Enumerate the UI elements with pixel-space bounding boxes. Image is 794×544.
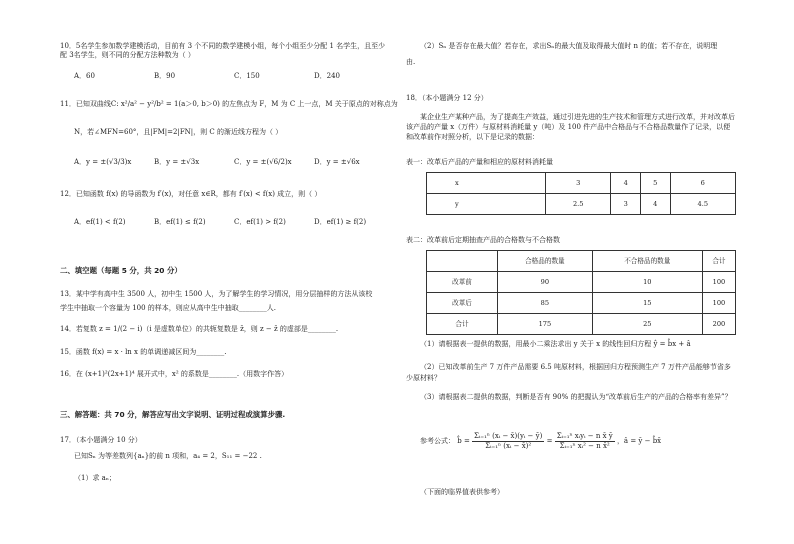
question-11-line2: N，若∠MFN=60°，且|FM|=2|FN|，则 C 的渐近线方程为（ ） xyxy=(74,128,283,136)
table-row xyxy=(427,314,736,335)
question-13-line2: 学生中抽取一个容量为 100 的样本，则应从高中生中抽取________人. xyxy=(60,304,277,312)
formula-equals: = xyxy=(546,436,553,445)
question-18-intro: 某企业生产某种产品，为了提高生产效益，通过引进先进的生产技术和管理方式进行改革，并对改革后该产品的产量 x（万件）与原材料消耗量 y（吨）及 100 件产品中合格品与不合格品数量作了记录，以便和改革前作对照分析，以下是记录的数据： xyxy=(406,113,735,142)
question-10: 10．5名学生参加数学建模活动，目前有 3 个不同的数学建模小组，每个小组至少分配 1 名学生，且至少配 3名学生，则不同的分配方法种数为（ ） xyxy=(60,42,386,59)
q11-option-b: B．y = ±√3x xyxy=(154,158,200,166)
table-row xyxy=(427,272,736,293)
q10-option-b: B．90 xyxy=(154,72,176,80)
question-17-head: 17．（本小题满分 10 分） xyxy=(60,436,142,444)
table-cell: 改革前 xyxy=(427,272,498,293)
q11-option-d: D．y = ±√6x xyxy=(314,158,360,166)
formula-fraction-1 xyxy=(472,432,544,451)
table-cell: 4.5 xyxy=(670,194,735,215)
q11-option-a: A．y = ±(√3/3)x xyxy=(74,158,132,166)
table-1 xyxy=(426,172,736,215)
table-cell: 2.5 xyxy=(546,194,611,215)
table-cell: y xyxy=(427,194,546,215)
table-2 xyxy=(426,250,736,335)
table-header-cell: 合计 xyxy=(702,251,735,272)
question-12: 12．已知函数 f(x) 的导函数为 f′(x)，对任意 x∈R，都有 f′(x) < f(x) 成立，则（ ） xyxy=(60,190,322,198)
table-cell: 175 xyxy=(498,314,593,335)
formula-fraction-2 xyxy=(555,432,615,451)
table-cell: 4 xyxy=(611,173,641,194)
table-cell: 90 xyxy=(498,272,593,293)
table1-row-x xyxy=(427,173,736,194)
table-cell: 6 xyxy=(670,173,735,194)
question-17-part2-line1: （2）Sₙ 是否存在最大值？若存在，求出Sₙ的最大值及取得最大值时 n 的值；若不存在，说明理 xyxy=(420,42,718,50)
table-cell: x xyxy=(427,173,546,194)
answer-section-heading: 三、解答题：共 70 分，解答应写出文字说明、证明过程或演算步骤. xyxy=(60,410,286,419)
table-cell: 200 xyxy=(702,314,735,335)
formula-numerator-2: Σᵢ₌₁ⁿ xᵢyᵢ − n x̄ ȳ xyxy=(556,432,613,440)
table1-row-y xyxy=(427,194,736,215)
table-cell: 3 xyxy=(611,194,641,215)
reference-formula xyxy=(420,432,661,451)
table-header-cell xyxy=(427,251,498,272)
table2-header-row xyxy=(427,251,736,272)
question-18-head: 18．（本小题满分 12 分） xyxy=(406,94,488,102)
question-14: 14．若复数 z = 1/(2 − i)（i 是虚数单位）的共轭复数是 z̄，则 z − z̄ 的虚部是________. xyxy=(60,325,339,333)
formula-label: 参考公式： xyxy=(420,436,455,445)
question-11-line1: 11．已知双曲线C: x²/a² − y²/b² = 1(a＞0, b＞0) 的左焦点为 F，M 为 C 上一点，M 关于原点的对称点为 xyxy=(60,100,398,108)
formula-numerator-1: Σᵢ₌₁ⁿ (xᵢ − x̄)(yᵢ − ȳ) xyxy=(474,432,543,440)
table-cell: 改革后 xyxy=(427,293,498,314)
table-cell: 10 xyxy=(592,272,702,293)
table1-caption: 表一：改革后产品的产量和相应的原材料消耗量 xyxy=(406,158,553,166)
question-16: 16．在 (x+1)²(2x+1)⁴ 展开式中，x² 的系数是________.（用数字作答） xyxy=(60,370,289,378)
table-cell: 25 xyxy=(592,314,702,335)
question-17-part2-line2: 由. xyxy=(406,58,416,66)
q12-option-b: B．ef(1) ≤ f(2) xyxy=(154,218,206,226)
q12-option-d: D．ef(1) ≥ f(2) xyxy=(314,218,367,226)
formula-denominator-1: Σᵢ₌₁ⁿ (xᵢ − x̄)² xyxy=(485,441,532,450)
table-header-cell: 不合格品的数量 xyxy=(592,251,702,272)
table-cell: 3 xyxy=(546,173,611,194)
question-17-part1: （1）求 aₙ； xyxy=(74,474,116,482)
question-15: 15．函数 f(x) = x · ln x 的单调递减区间为________. xyxy=(60,348,227,356)
q10-option-a: A．60 xyxy=(74,72,95,80)
q10-option-c: C．150 xyxy=(234,72,260,80)
table-header-cell: 合格品的数量 xyxy=(498,251,593,272)
formula-denominator-2: Σᵢ₌₁ⁿ xᵢ² − n x̄² xyxy=(559,441,610,450)
table-cell: 100 xyxy=(702,272,735,293)
q10-option-d: D．240 xyxy=(314,72,340,80)
table-cell: 4 xyxy=(640,194,670,215)
fill-blank-heading: 二、填空题（每题 5 分，共 20 分） xyxy=(60,266,182,275)
table-cell: 100 xyxy=(702,293,735,314)
question-18-part3: （3）请根据表二提供的数据，判断是否有 90% 的把握认为“改革前后生产的产品的合格率有差异”？ xyxy=(420,393,732,401)
formula-ahat: ，â = ȳ − b̂x̄ xyxy=(616,436,662,445)
table-cell: 85 xyxy=(498,293,593,314)
table-cell: 5 xyxy=(640,173,670,194)
question-18-part2: （2）已知改革前生产 7 万件产品需要 6.5 吨原材料，根据回归方程预测生产 7 万件产品能够节省多少原材料？ xyxy=(406,363,731,382)
question-13-line1: 13．某中学有高中生 3500 人，初中生 1500 人，为了解学生的学习情况，用分层抽样的方法从该校 xyxy=(60,290,373,298)
formula-bhat: b̂ = xyxy=(457,436,470,445)
table2-caption: 表二：改革前后定期抽查产品的合格数与不合格数 xyxy=(406,236,560,244)
critical-value-note: （下面的临界值表供参考） xyxy=(420,488,504,496)
table-row xyxy=(427,293,736,314)
q12-option-a: A．ef(1) < f(2) xyxy=(74,218,126,226)
question-18-part1: （1）请根据表一提供的数据，用最小二乘法求出 y 关于 x 的线性回归方程 ŷ = b̂x + â xyxy=(420,340,691,348)
question-17-line1: 已知Sₙ 为等差数列{aₙ}的前 n 项和，a₄ = 2，S₁₁ = −22 . xyxy=(74,452,262,460)
table-cell: 15 xyxy=(592,293,702,314)
q12-option-c: C．ef(1) > f(2) xyxy=(234,218,286,226)
q11-option-c: C．y = ±(√6/2)x xyxy=(234,158,292,166)
table-cell: 合计 xyxy=(427,314,498,335)
